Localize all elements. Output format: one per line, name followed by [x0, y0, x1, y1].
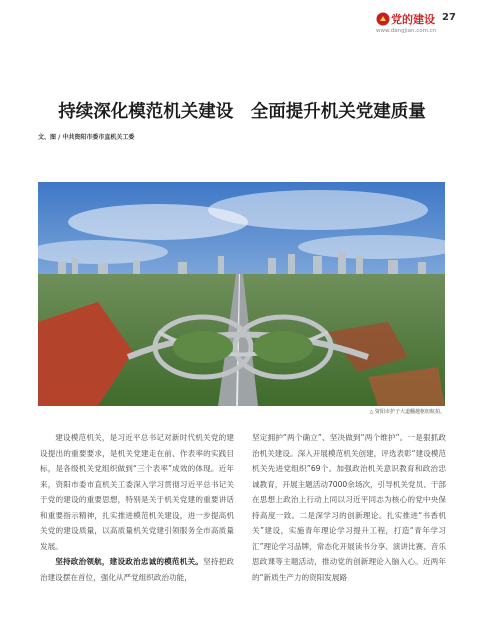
paragraph — [40, 554, 234, 585]
photo-caption: △ 资阳市护子大道翻越枢纽航拍。 — [369, 409, 445, 415]
aerial-highway-photo — [38, 182, 445, 406]
paragraph-body: 坚持把政治建设摆在首位，强化从严党组织政治功能， — [40, 557, 235, 582]
paragraph: 坚定拥护“两个确立”、坚决做到“两个维护”。一是狠抓政治机关建设。深入开展模范机关创建，评选表彰“建设模范机关先进党组织”69个。加强政治机关意识教育和政治忠诚教育，开展主题活动7000余场次，引导机关党员、干部在思想上政治上行动上同以习近平同志为核心的党中央保持高度一致。二是深学习的创新理论。扎实推进“书香机关”建设，实施青年理论学习提升工程，打造“青年学习汇”理论学习品牌，常态化开展读书分享、演讲比赛、音乐思政课等主题活动，推动党的创新理论入脑入心。近两年的“新质生产力的资阳发展路 — [252, 433, 446, 582]
article-byline: 文、图 / 中共资阳市委市直机关工委 — [38, 134, 135, 141]
page-header — [0, 0, 484, 50]
paragraph: 建设模范机关，是习近平总书记对新时代机关党的建设提出的重要要求，是机关党建走在前、作表率的实践目标，是各级机关党组织做到“三个表率”成效的体现。近年来，资阳市委市直机关工委深入学习贯彻习近平总书记关于党的建设的重要思想，特别是关于机关党建的重要讲话和重要指示精神，扎实推进模范机关建设，进一步提高机关党的建设质量，以高质量机关党建引领服务全市高质量发展。 — [40, 433, 234, 551]
logo-url: www.dangjian.com.cn — [376, 28, 437, 34]
magazine-logo — [376, 10, 437, 38]
article-title: 持续深化模范机关建设 全面提升机关党建质量 — [58, 102, 426, 122]
body-column-right — [252, 430, 446, 585]
page-number: 27 — [442, 12, 456, 23]
logo-text: 党的建设 — [391, 13, 435, 26]
party-emblem-icon — [376, 12, 390, 26]
paragraph-lead: 坚持政治领航，建设政治忠诚的模范机关。 — [55, 557, 204, 566]
body-column-left — [40, 430, 234, 585]
